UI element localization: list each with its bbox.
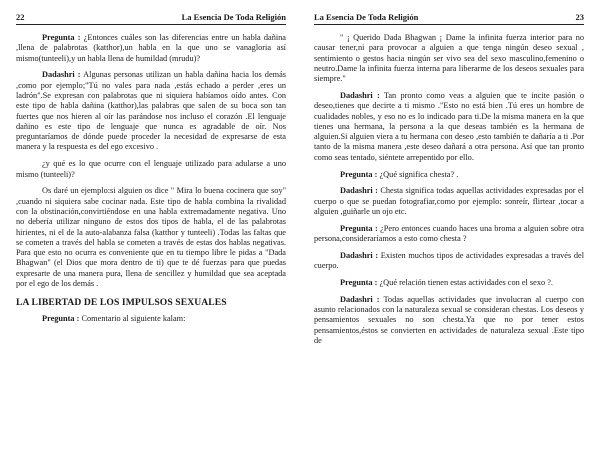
- paragraph-text: ¿Qué significa chesta? .: [377, 169, 459, 179]
- paragraph-text: ¿Entonces cuáles son las diferencias entre un habla dañina ,llena de palabrotas (katthor),un habla en la que uno se vanagloria así mismo(tunteeli),y un habla llena de humildad (mrudu)?: [16, 33, 286, 63]
- section-heading: LA LIBERTAD DE LOS IMPULSOS SEXUALES: [16, 297, 227, 309]
- right-running-title: La Esencia De Toda Religión: [314, 12, 419, 22]
- paragraph: [314, 33, 584, 84]
- paragraph-text: Tan pronto como veas a alguien que te incite pasión o deseo,tienes que decirte a ti mismo ."Esto no está bien .Tú eres un hombre de cualidades nobles, y eso no es lo indicado para ti.De la misma manera en la que tienes una hermana, la persona a la que deseas también es la hermana de alguien.Si alguien viera a tu hermana con deseo ,esto también te dañaría a ti .Por tanto de la misma manera ,este deseo dañará a otra persona. Así que tan pronto como seas tentado, siéntete arrepentido por ello.: [314, 90, 584, 162]
- paragraph: [16, 314, 286, 324]
- paragraph-text: Existen muchos tipos de actividades expresadas a través del cuerpo.: [314, 250, 584, 271]
- right-page-header: [314, 12, 584, 25]
- paragraph-text: Chesta significa todas aquellas actividades expresadas por el cuerpo o que se puedan fotografiar,como por ejemplo: sonreír, flirtear ,tocar a alguien ,guiñarle un ojo etc.: [314, 186, 584, 216]
- paragraph-text: Comentario al siguiente kalam:: [79, 314, 186, 324]
- paragraph-text: ¿Pero entonces cuando haces una broma a alguien sobre otra persona,consideraríamos a esto como chesta ?: [314, 223, 584, 244]
- speaker-label: Dadashri :: [340, 250, 379, 260]
- left-running-title: La Esencia De Toda Religión: [181, 12, 286, 22]
- paragraph: [314, 224, 584, 245]
- left-page-header: [16, 12, 286, 25]
- paragraph: [314, 295, 584, 346]
- speaker-label: Pregunta :: [42, 33, 81, 42]
- right-page-body: [314, 33, 584, 346]
- paragraph: [16, 70, 286, 152]
- speaker-label: Dadashri :: [340, 186, 378, 196]
- paragraph-text: ¿y qué es lo que ocurre con el lenguaje utilizado para adularse a uno mismo (tunteeli)?: [16, 159, 286, 179]
- left-page-body: [16, 33, 286, 325]
- paragraph: [16, 33, 286, 64]
- speaker-label: Dadashri :: [340, 90, 380, 100]
- paragraph: [314, 170, 584, 180]
- speaker-label: Dadashri :: [42, 70, 81, 80]
- left-page-number: 22: [16, 12, 25, 22]
- paragraph-text: " ¡ Querido Dada Bhagwan ¡ Dame la infinita fuerza interior para no causar tener,ni para provocar a alguien a que tenga ningún deseo sexual , sentimiento o gestos hacia ningún ser vivo sea del sexo masculino,femenino o neutro.Dame la infinita fuerza interna para liberarme de los deseos sexuales para siempre.": [314, 33, 584, 84]
- speaker-label: Pregunta :: [340, 223, 378, 233]
- paragraph: [314, 251, 584, 272]
- speaker-label: Pregunta :: [340, 169, 378, 179]
- right-page-number: 23: [575, 12, 584, 22]
- speaker-label: Pregunta :: [340, 277, 378, 287]
- paragraph: [16, 186, 286, 289]
- paragraph: [314, 91, 584, 163]
- paragraph-text: Todas aquellas actividades que involucran al cuerpo con asunto relacionados con la naturaleza sexual se consideran chestas. Los deseos y pensamientos sexuales no son chesta.Ya que no por tener estos pensamientos,éstos se convierten en actividades de naturaleza sexual .Este tipo de: [314, 294, 584, 345]
- paragraph: [314, 278, 584, 288]
- paragraph-text: ¿Qué relación tienen estas actividades con el sexo ?.: [377, 277, 553, 287]
- paragraph-text: Algunas personas utilizan un habla dañina hacia los demás ,como por ejemplo;"Tú no vales para nada ,estás echado a perder ,eres un ladrón".Se expresan con palabrotas que ni siquiera habíamos oído antes. Con este tipo de habla dañina (katthor),las palabras que salen de su boca son tan fuertes que nos hieren al oír las parándose nos incluso el corazón .El lenguaje dañino es este tipo de lenguaje que nunca es agradable de oír. Nos preguntaríamos de dónde puede proceder la necesidad de expresarse de esta manera y la respuesta es del ego excesivo .: [16, 70, 286, 152]
- paragraph-text: Os daré un ejemplo:si alguien os dice " Mira lo buena cocinera que soy" ,cuando ni siquiera sabe cocinar nada. Este tipo de habla combina la rivalidad con la obstinación,convirtiéndose en una habla extremadamente negativa. Uno no debería utilizar ninguno de estos dos tipos de habla, el de las palabrotas hirientes, ni el de la auto-alabanza falsa (katthor y tunteeli) .Todas las faltas que se cometen a través del habla se cometen a través de estas dos hablas negativas. Para que esto no ocurra es conveniente que en tu tiempo libre le pidas a "Dada Bhagwan" (el Dios que mora dentro de ti) que te dé fuerzas para que puedas expresarte de una manera pura, llena de sencillez y humildad que sea aceptada por el ego de los demás .: [16, 186, 286, 289]
- paragraph: [16, 159, 286, 180]
- speaker-label: Pregunta :: [42, 314, 80, 324]
- paragraph: [314, 186, 584, 217]
- right-page: [300, 0, 600, 453]
- speaker-label: Dadashri :: [340, 294, 380, 304]
